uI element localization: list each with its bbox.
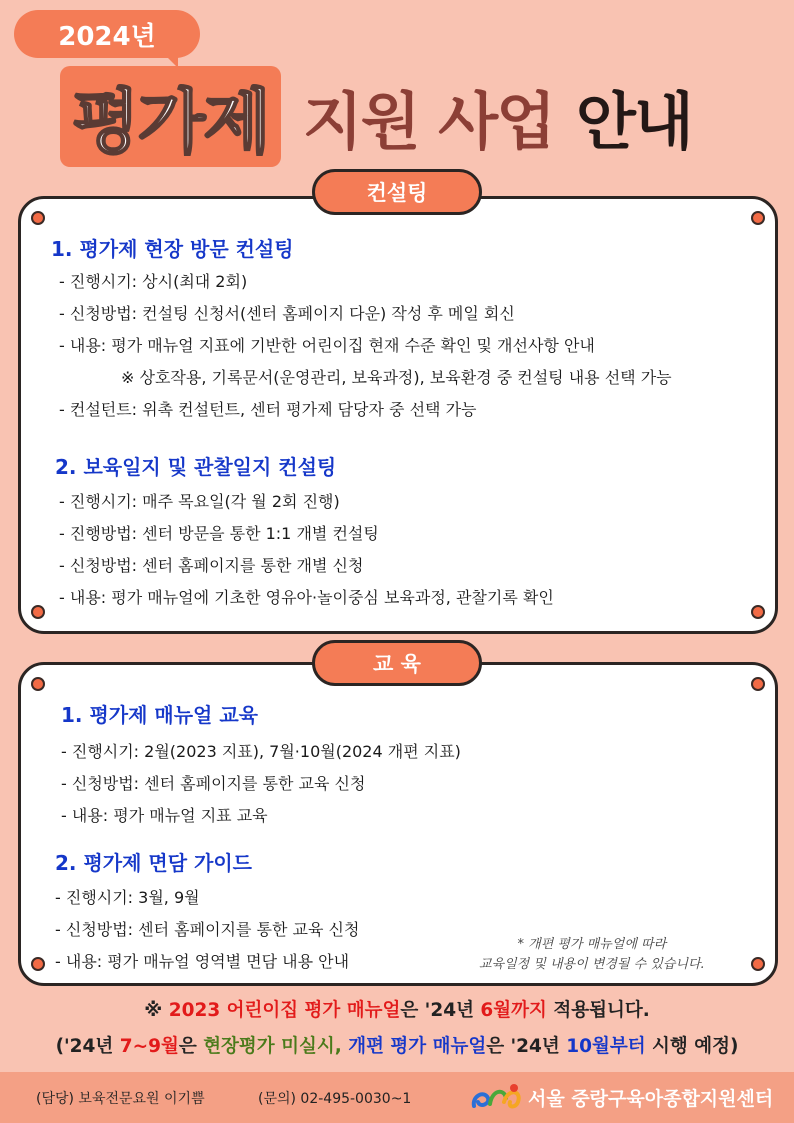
education-2-line: - 신청방법: 센터 홈페이지를 통한 교육 신청 [55,920,360,939]
consulting-1-line: - 내용: 평가 매뉴얼 지표에 기반한 어린이집 현재 수준 확인 및 개선사항 안내 [59,336,595,355]
consulting-1-line: - 컨설턴트: 위촉 컨설턴트, 센터 평가제 담당자 중 선택 가능 [59,400,477,419]
consulting-section [18,196,778,634]
contact-phone: (문의) 02-495-0030~1 [258,1090,412,1107]
page-title [60,66,692,167]
organization-name: 서울 중랑구육아종합지원센터 [528,1088,774,1110]
corner-dot-icon [751,677,765,691]
consulting-heading-2: 2. 보육일지 및 관찰일지 컨설팅 [55,455,337,479]
title-mid: 지원 사업 [302,85,555,158]
year-badge: 2024년 [14,10,200,58]
consulting-2-line: - 신청방법: 센터 홈페이지를 통한 개별 신청 [59,556,364,575]
consulting-1-line: - 진행시기: 상시(최대 2회) [59,272,248,291]
contact-person: (담당) 보육전문요원 이기쁨 [36,1090,205,1107]
education-1-line: - 신청방법: 센터 홈페이지를 통한 교육 신청 [61,774,366,793]
consulting-2-line: - 진행시기: 매주 목요일(각 월 2회 진행) [59,492,340,511]
education-2-line: - 내용: 평가 매뉴얼 영역별 면담 내용 안내 [55,952,350,971]
consulting-label: 컨설팅 [312,169,482,215]
footer [0,1072,794,1123]
manual-notice-line-2: ('24년 7~9월은 현장평가 미실시, 개편 평가 매뉴얼은 '24년 10월부터 시행 예정) [55,1036,739,1057]
education-heading-2: 2. 평가제 면담 가이드 [55,851,252,875]
education-heading-1: 1. 평가제 매뉴얼 교육 [61,703,258,727]
consulting-2-line: - 진행방법: 센터 방문을 통한 1:1 개별 컨설팅 [59,524,379,543]
education-section [18,662,778,986]
education-1-line: - 진행시기: 2월(2023 지표), 7월·10월(2024 개편 지표) [61,742,461,761]
corner-dot-icon [751,211,765,225]
education-label: 교 육 [312,640,482,686]
corner-dot-icon [31,211,45,225]
title-main: 평가제 [60,66,281,167]
manual-notice-line-1: ※ 2023 어린이집 평가 매뉴얼은 '24년 6월까지 적용됩니다. [144,1000,650,1021]
corner-dot-icon [31,677,45,691]
education-1-line: - 내용: 평가 매뉴얼 지표 교육 [61,806,268,825]
schedule-change-note: * 개편 평가 매뉴얼에 따라 교육일정 및 내용이 변경될 수 있습니다. [479,937,705,972]
consulting-heading-1: 1. 평가제 현장 방문 컨설팅 [51,237,294,261]
center-logo-icon [470,1080,524,1114]
corner-dot-icon [31,957,45,971]
consulting-2-line: - 내용: 평가 매뉴얼에 기초한 영유아·놀이중심 보육과정, 관찰기록 확인 [59,588,554,607]
corner-dot-icon [31,605,45,619]
corner-dot-icon [751,605,765,619]
title-end: 안내 [576,85,692,158]
education-2-line: - 진행시기: 3월, 9월 [55,888,200,907]
consulting-1-line: - 신청방법: 컨설팅 신청서(센터 홈페이지 다운) 작성 후 메일 회신 [59,304,515,323]
consulting-1-note: ※ 상호작용, 기록문서(운영관리, 보육과정), 보육환경 중 컨설팅 내용 선택 가능 [121,368,672,387]
corner-dot-icon [751,957,765,971]
